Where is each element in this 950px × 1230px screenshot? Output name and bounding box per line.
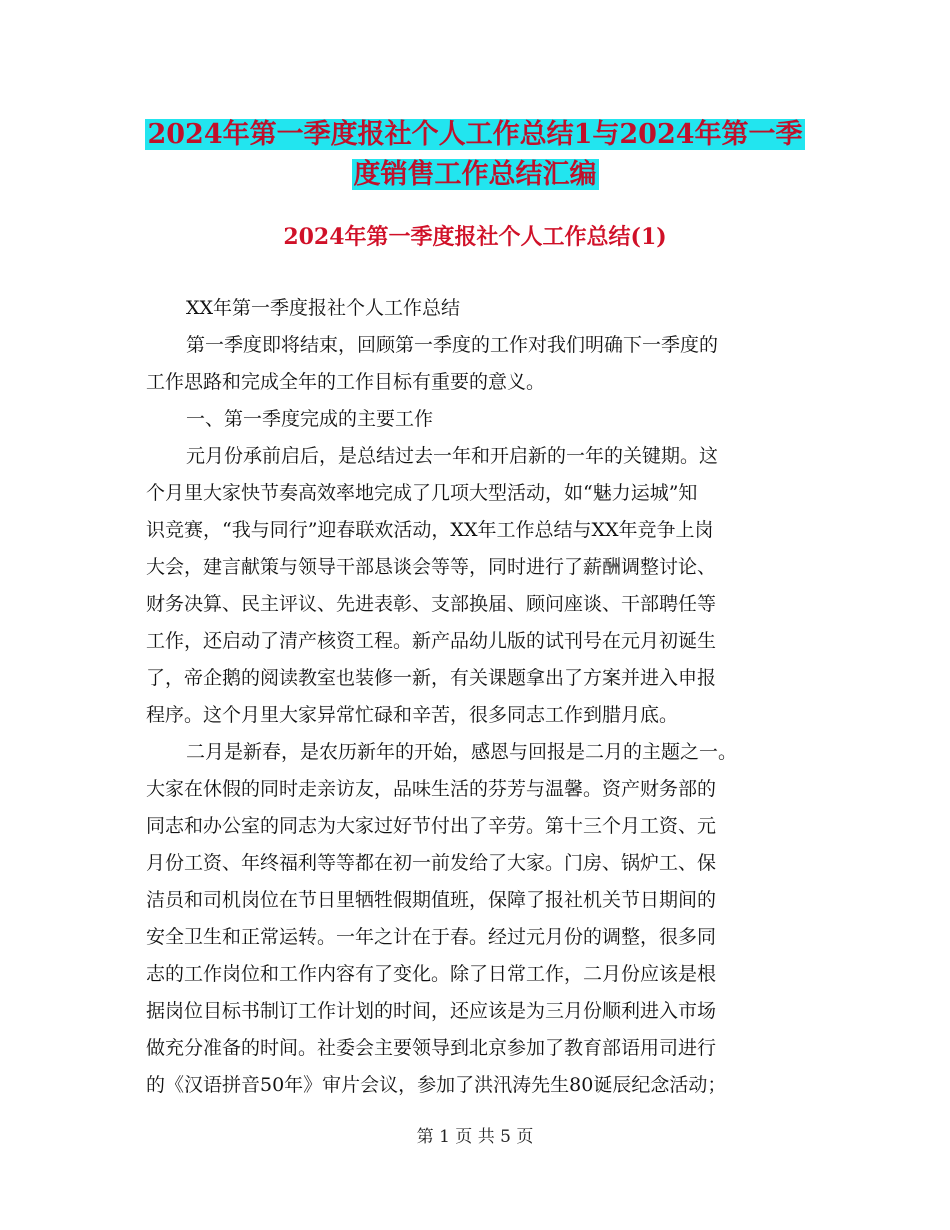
body-line: 月份工资、年终福利等等都在初一前发给了大家。门房、锅炉工、保 <box>146 852 717 874</box>
body-line: 工作，还启动了清产核资工程。新产品幼儿版的试刊号在元月初诞生 <box>146 630 717 652</box>
body-line: 元月份承前启后，是总结过去一年和开启新的一年的关键期。这 <box>186 445 719 467</box>
body-line: XX年第一季度报社个人工作总结 <box>186 297 461 319</box>
document-title-line-2: 度销售工作总结汇编 <box>353 159 597 190</box>
body-line: 工作思路和完成全年的工作目标有重要的意义。 <box>146 371 546 393</box>
page-footer: 第 1 页 共 5 页 <box>416 1127 534 1147</box>
body-line: 个月里大家快节奏高效率地完成了几项大型活动，如“魅力运城”知 <box>146 482 698 504</box>
section-heading: 一、第一季度完成的主要工作 <box>186 408 434 430</box>
body-line: 第一季度即将结束，回顾第一季度的工作对我们明确下一季度的 <box>186 334 719 356</box>
body-line: 的《汉语拼音50年》审片会议，参加了洪汛涛先生80诞辰纪念活动； <box>146 1074 727 1096</box>
body-line: 了，帝企鹅的阅读教室也装修一新，有关课题拿出了方案并进入申报 <box>146 667 717 689</box>
body-line: 大会，建言献策与领导干部恳谈会等等，同时进行了薪酬调整讨论、 <box>146 556 717 578</box>
body-line: 据岗位目标书制订工作计划的时间，还应该是为三月份顺利进入市场 <box>146 1000 717 1022</box>
document-title-line-1: 2024年第一季度报社个人工作总结1与2024年第一季 <box>147 119 803 150</box>
body-line: 同志和办公室的同志为大家过好节付出了辛劳。第十三个月工资、元 <box>146 815 717 837</box>
body-line: 识竞赛，“我与同行”迎春联欢活动，XX年工作总结与XX年竞争上岗 <box>146 519 714 541</box>
body-line: 志的工作岗位和工作内容有了变化。除了日常工作，二月份应该是根 <box>146 963 717 985</box>
section-subtitle: 2024年第一季度报社个人工作总结(1) <box>283 224 667 250</box>
body-line: 程序。这个月里大家异常忙碌和辛苦，很多同志工作到腊月底。 <box>146 704 679 726</box>
body-line: 大家在休假的同时走亲访友，品味生活的芬芳与温馨。资产财务部的 <box>146 778 717 800</box>
body-line: 做充分准备的时间。社委会主要领导到北京参加了教育部语用司进行 <box>146 1037 717 1059</box>
body-line: 财务决算、民主评议、先进表彰、支部换届、顾问座谈、干部聘任等 <box>146 593 717 615</box>
body-line: 安全卫生和正常运转。一年之计在于春。经过元月份的调整，很多同 <box>146 926 717 948</box>
body-line: 洁员和司机岗位在节日里牺牲假期值班，保障了报社机关节日期间的 <box>146 889 717 911</box>
body-line: 二月是新春，是农历新年的开始，感恩与回报是二月的主题之一。 <box>186 741 738 763</box>
